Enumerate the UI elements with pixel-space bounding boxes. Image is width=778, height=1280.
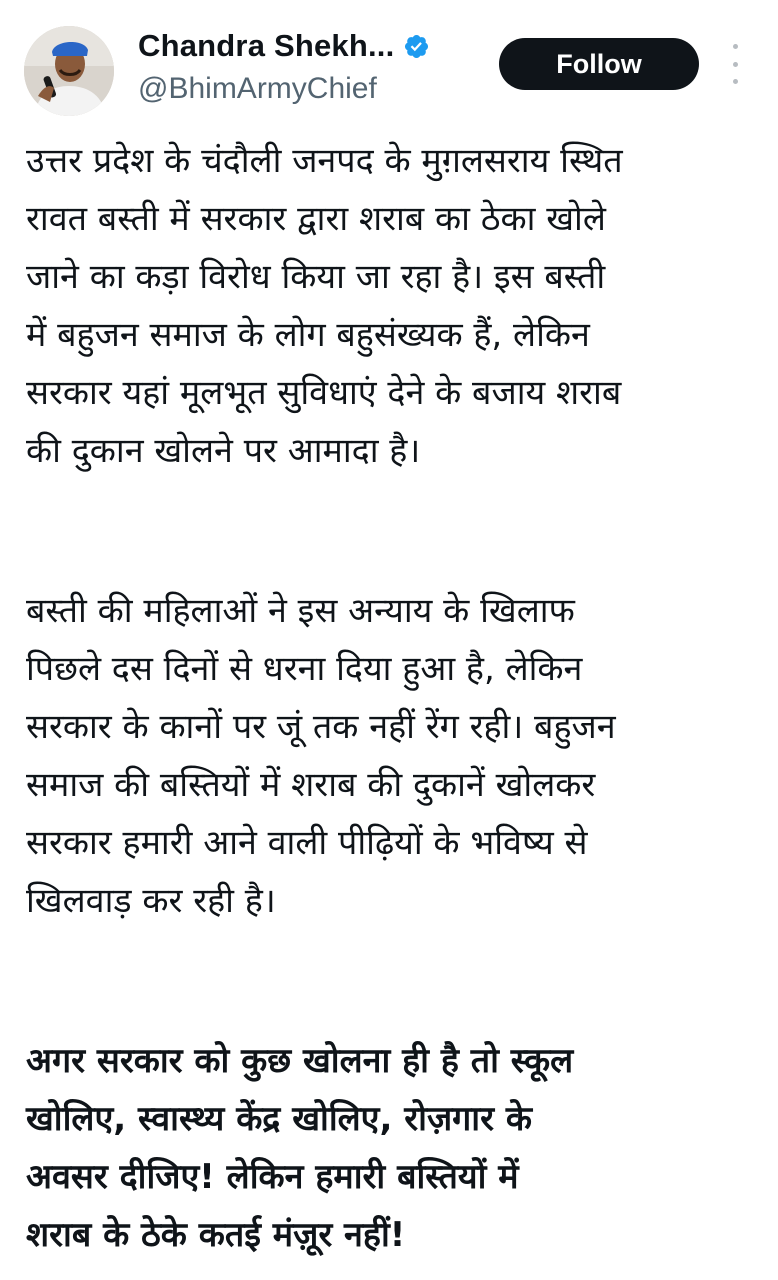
avatar-photo	[24, 26, 114, 116]
tweet-paragraph-3	[26, 1032, 766, 1264]
author-handle[interactable]: @BhimArmyChief	[138, 72, 377, 105]
tweet-line: शराब के ठेके कतई मंज़ूर नहीं!	[26, 1215, 406, 1255]
tweet-line: खिलवाड़ कर रही है।	[26, 881, 276, 921]
tweet-line: उत्तर प्रदेश के चंदौली जनपद के मुग़लसराय स्थित	[26, 141, 623, 181]
tweet-line: बस्ती की महिलाओं ने इस अन्याय के खिलाफ	[26, 591, 575, 631]
tweet-paragraph-1	[26, 132, 766, 480]
tweet-text	[26, 132, 766, 1264]
tweet-line: अवसर दीजिए! लेकिन हमारी बस्तियों में	[26, 1157, 519, 1197]
tweet-line: खोलिए, स्वास्थ्य केंद्र खोलिए, रोज़गार के	[26, 1099, 532, 1139]
follow-button[interactable]: Follow	[499, 38, 699, 90]
more-dot	[733, 44, 738, 49]
tweet-header	[0, 0, 778, 120]
paragraph-gap	[26, 480, 766, 582]
tweet-line: की दुकान खोलने पर आमादा है।	[26, 431, 421, 471]
tweet-line: रावत बस्ती में सरकार द्वारा शराब का ठेका खोले	[26, 199, 606, 239]
tweet-line: सरकार यहां मूलभूत सुविधाएं देने के बजाय शराब	[26, 373, 622, 413]
more-vertical-icon[interactable]	[725, 44, 745, 84]
avatar[interactable]	[24, 26, 114, 116]
tweet-paragraph-2	[26, 582, 766, 930]
tweet-line: समाज की बस्तियों में शराब की दुकानें खोलकर	[26, 765, 596, 805]
tweet-line: सरकार हमारी आने वाली पीढ़ियों के भविष्य से	[26, 823, 588, 863]
tweet-line: जाने का कड़ा विरोध किया जा रहा है। इस बस्ती	[26, 257, 606, 297]
author-name-row[interactable]	[138, 28, 430, 64]
more-dot	[733, 62, 738, 67]
verified-badge-icon	[403, 33, 430, 60]
tweet-line: में बहुजन समाज के लोग बहुसंख्यक हैं, लेकिन	[26, 315, 590, 355]
tweet-line: पिछले दस दिनों से धरना दिया हुआ है, लेकिन	[26, 649, 583, 689]
paragraph-gap	[26, 930, 766, 1032]
more-dot	[733, 79, 738, 84]
tweet-line: सरकार के कानों पर जूं तक नहीं रेंग रही। बहुजन	[26, 707, 616, 747]
tweet-line: अगर सरकार को कुछ खोलना ही है तो स्कूल	[26, 1041, 574, 1081]
author-display-name[interactable]: Chandra Shekh...	[138, 28, 395, 63]
